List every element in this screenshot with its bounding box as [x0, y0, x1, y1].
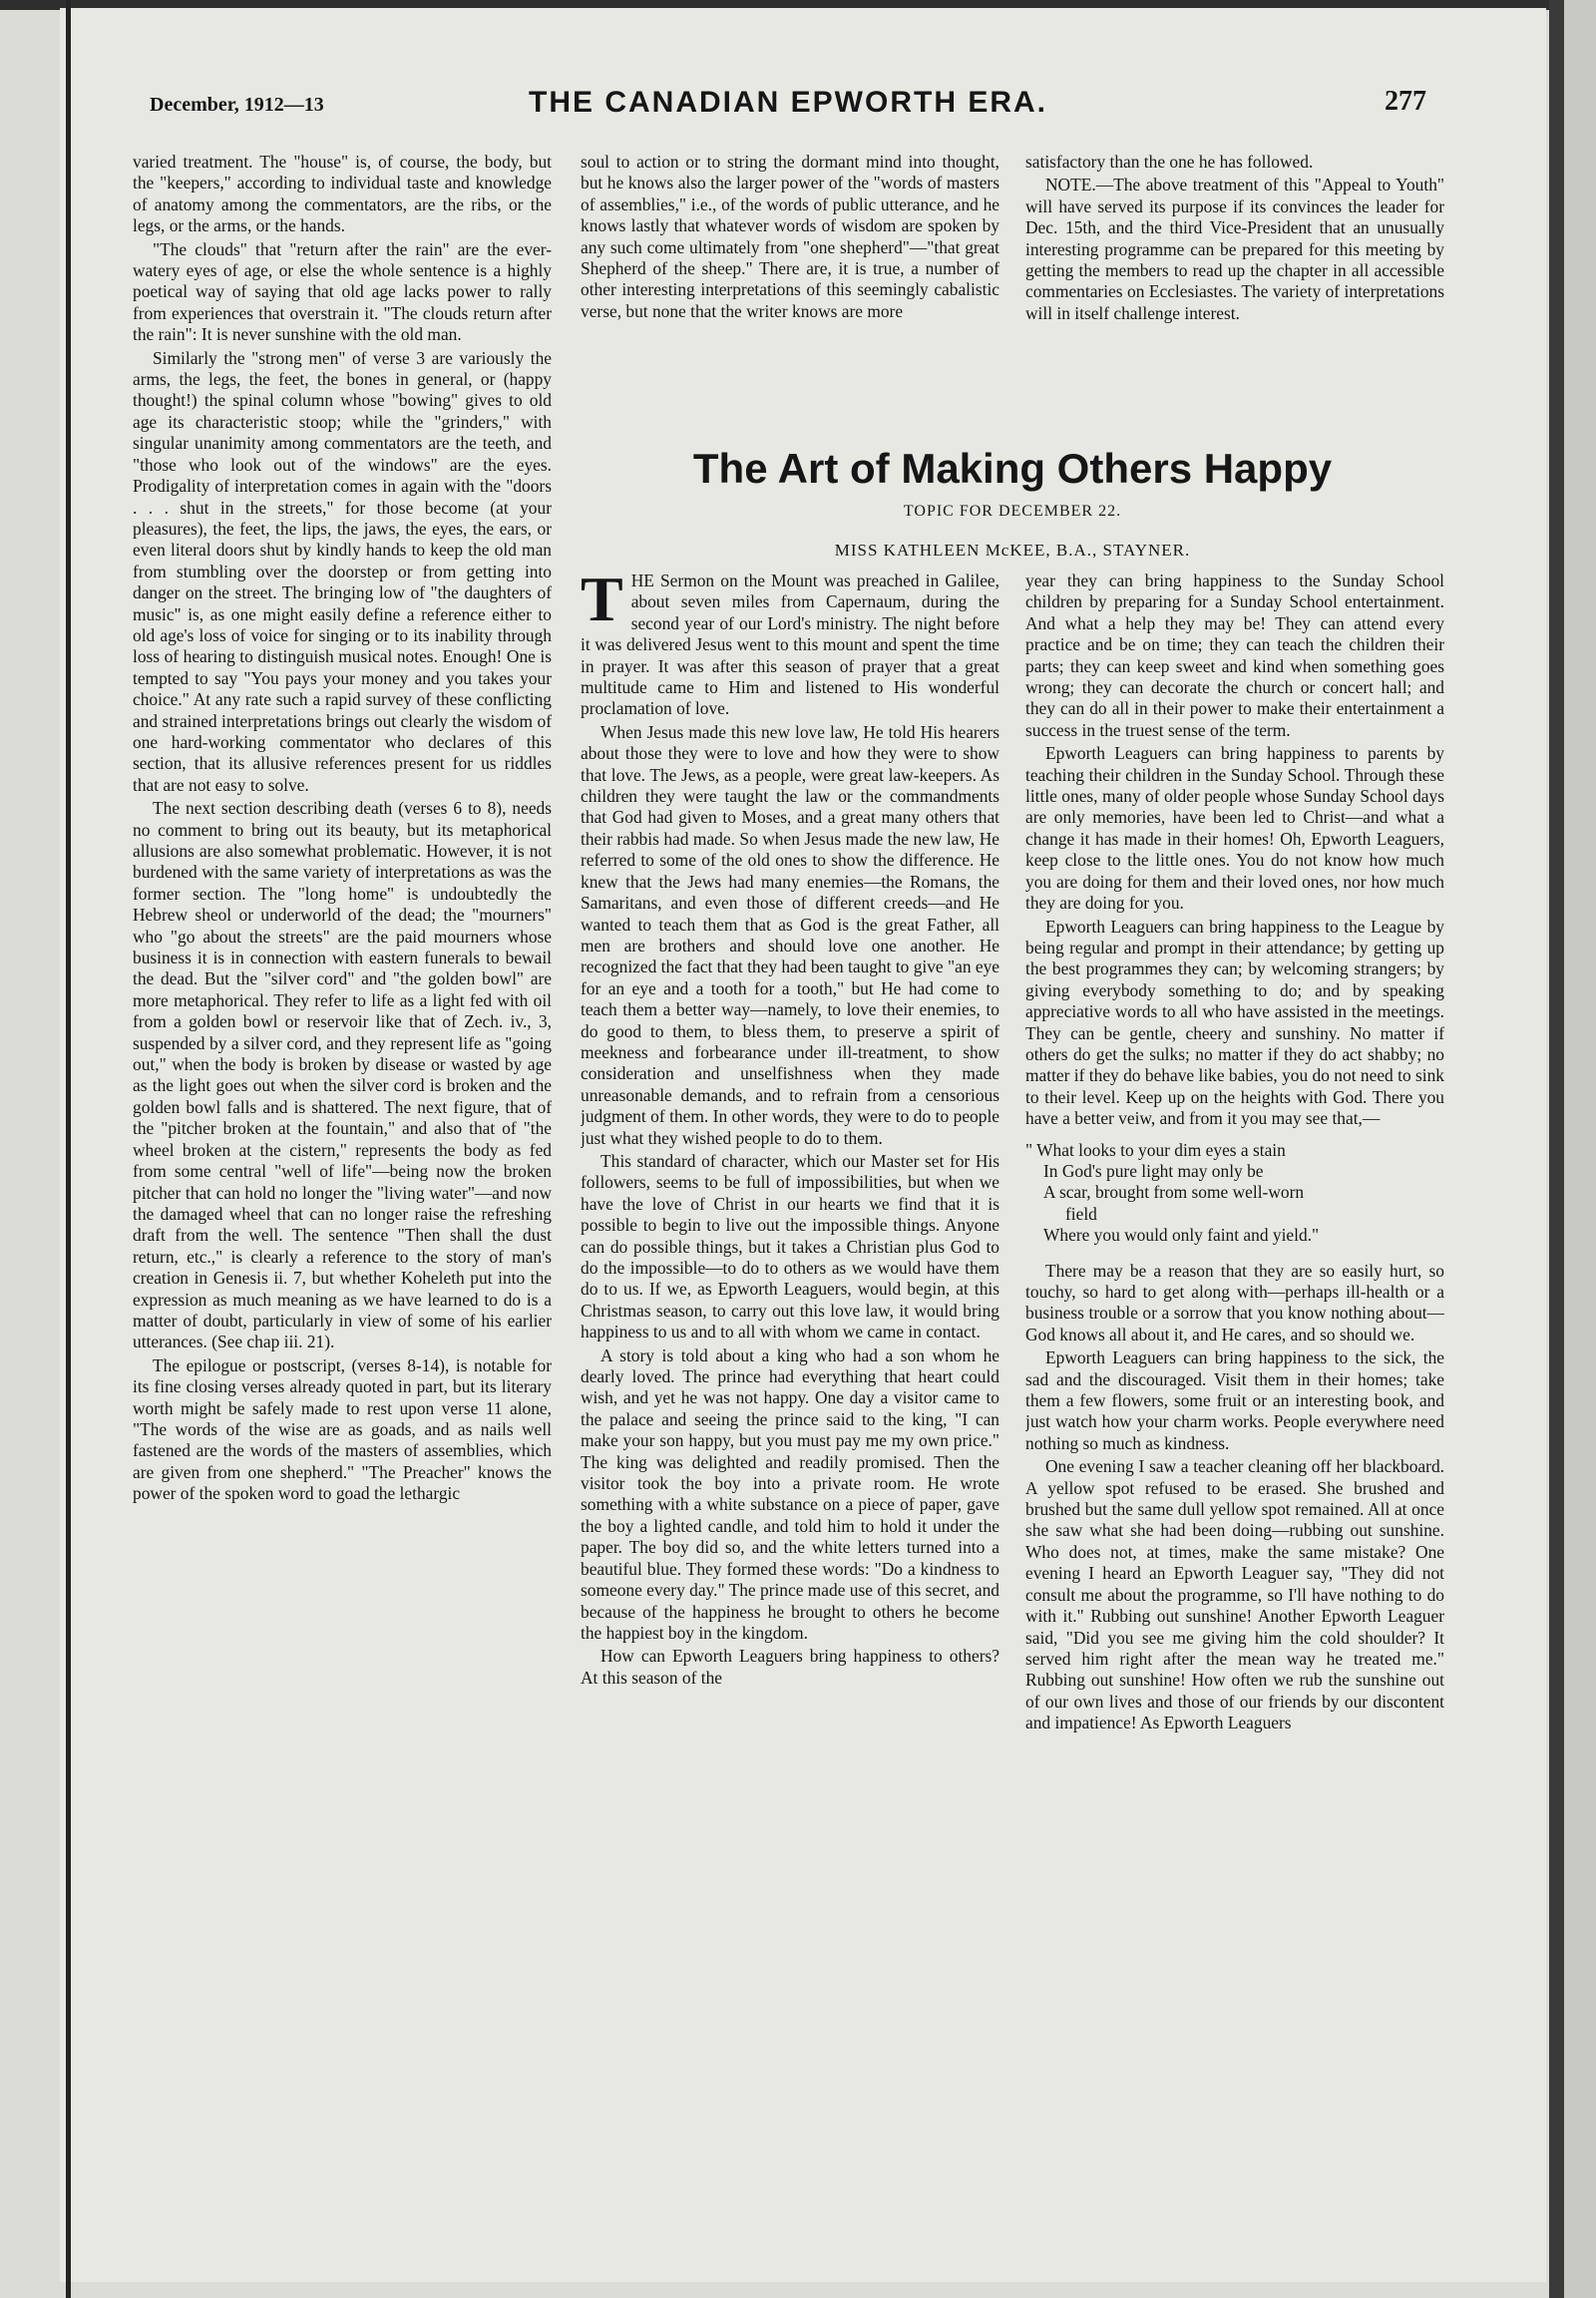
opening-text: HE Sermon on the Mount was preached in Galilee, about seven miles from Capernaum, during the second year of our Lord's ministry. The night before it was delivered Jesus went to this mount and spent the time in prayer. It was after this season of prayer that a great multitude came to Him and listened to His wonderful proclamation of love. — [581, 571, 999, 719]
paragraph: How can Epworth Leaguers bring happiness to others? At this season of the — [581, 1646, 999, 1688]
drop-cap: T — [581, 571, 623, 634]
paragraph: satisfactory than the one he has followed. — [1025, 152, 1314, 172]
poem-line: field — [1065, 1203, 1097, 1224]
gutter-rule — [66, 0, 71, 2298]
paragraph: Epworth Leaguers can bring happiness to parents by teaching their children in the Sunday School. Through these little ones, many of older people whose Sunday School days are only memories, have been led to Christ—and what a change it has made in their homes! Oh, Epworth Leaguers, keep close to the little ones. You do not know how much you are doing for them and their loved ones, nor how much they are doing for you. — [1025, 743, 1444, 914]
article-author: MISS KATHLEEN McKEE, B.A., STAYNER. — [834, 541, 1191, 560]
paragraph: One evening I saw a teacher cleaning off her blackboard. A yellow spot refused to be erased. She brushed and brushed but the same dull yellow spot remained. All at once she saw what she had been doing—rubbing out sunshine. Who does not, at times, make the same mistake? One evening I heard an Epworth Leaguer say, "They did not consult me about the programme, so I'll have nothing to do with it." Rubbing out sunshine! Another Epworth Leaguer said, "Did you see me giving him the cold shoulder? It served him right after the mean way he treated me." Rubbing out sunshine! How often we rub the sunshine out of our own lives and those of our friends by our discontent and impatience! As Epworth Leaguers — [1025, 1456, 1444, 1733]
poem-line: " What looks to your dim eyes a stain — [1025, 1139, 1286, 1160]
issue-date: December, 1912—13 — [150, 94, 324, 116]
opening-paragraph — [581, 571, 999, 720]
column-2-top — [581, 152, 999, 401]
paragraph: "The clouds" that "return after the rain" are the ever-watery eyes of age, or else the whole sentence is a highly poetical way of saying that old age lacks power to rally from experiences that overstrain it. "The clouds return after the rain": It is never sunshine with the old man. — [133, 238, 552, 345]
running-header — [150, 86, 1426, 126]
column-3-top — [1025, 152, 1444, 401]
paragraph: When Jesus made this new love law, He told His hearers about those they were to love and how they were to show that love. The Jews, as a people, were great law-keepers. As children they were taught the law or the commandments that God had given to Moses, and a great many others that their rabbis had made. So when Jesus made the new law, He referred to some of the old ones to show the difference. He knew that the Jews had many enemies—the Romans, the Samaritans, and even those of different creeds—and He wanted to teach them that as God is the great Father, all men are brothers and should love one another. He recognized the fact that they had been taught to give "an eye for an eye and a tooth for a tooth," but He had come to teach them a better way—namely, to love their enemies, to do good to them, to bless them, to preserve a spirit of meekness and forbearance under ill-treatment, to show consideration and unselfishness when they made unreasonable demands, and to refrain from a censorious judgment of them. In other words, they were to do to people just what they wished people to do to them. — [581, 721, 999, 1148]
column-1 — [133, 152, 552, 2276]
paragraph: Epworth Leaguers can bring happiness to the sick, the sad and the discouraged. Visit them in their homes; take them a few flowers, some fruit or an interesting book, and just watch how your charm works. People everywhere need nothing so much as kindness. — [1025, 1347, 1444, 1453]
right-page-margin — [1564, 0, 1596, 2298]
note-paragraph: NOTE.—The above treatment of this "Appeal to Youth" will have served its purpose if its convinces the leader for Dec. 15th, and the third Vice-President that an unusually interesting programme can be prepared for this meeting by getting the members to read up the chapter in all accessible commentaries on Ecclesiastes. The variety of interpretations will in itself challenge interest. — [1025, 175, 1444, 323]
paragraph: The epilogue or postscript, (verses 8-14), is notable for its fine closing verses already quoted in part, but its literary worth might be safely made to rest upon verse 11 alone, "The words of the wise are as goads, and as nails well fastened are the words of the masters of assemblies, which are given from one shepherd." "The Preacher" knows the power of the spoken word to goad the lethargic — [133, 1354, 552, 1504]
article-topic: TOPIC FOR DECEMBER 22. — [903, 503, 1122, 520]
poem-line: In God's pure light may only be — [1043, 1160, 1264, 1181]
magazine-title: THE CANADIAN EPWORTH ERA. — [529, 86, 1047, 119]
article-title: The Art of Making Others Happy — [692, 445, 1333, 492]
paragraph: There may be a reason that they are so easily hurt, so touchy, so hard to get along with—perhaps ill-health or a business trouble or a sorrow that you know nothing about—God knows all about it, and He cares, and so should we. — [1025, 1260, 1444, 1344]
paragraph: A story is told about a king who had a son whom he dearly loved. The prince had everything that heart could wish, and yet he was not happy. One day a visitor came to the palace and seeing the prince said to the king, "I can make your son happy, but you must pay me my own price." The king was delighted and readily promised. Then the visitor took the boy into a private room. He wrote something with a white substance on a piece of paper, gave the boy a lighted candle, and told him to hold it under the paper. The boy did so, and the white letters turned into a beautiful blue. They formed these words: "Do a kindness to someone every day." The prince made use of this secret, and because of the happiness he brought to others he become the happiest boy in the kingdom. — [581, 1344, 999, 1643]
column-3 — [1025, 571, 1444, 2286]
poem-line: Where you would only faint and yield." — [1043, 1225, 1320, 1246]
paragraph: The next section describing death (verses 6 to 8), needs no comment to bring out its beauty, but its metaphorical allusions are also somewhat problematic. However, it is not burdened with the same variety of interpretations as was the former section. The "long home" is undoubtedly the Hebrew sheol or underworld of the dead; the "mourners" who "go about the streets" are the paid mourners whose business it is in connection with eastern funerals to bewail the dead. But the "silver cord" and "the golden bowl" are more metaphorical. They refer to life as a light fed with oil from a golden bowl or reservoir like that of Zech. iv., 3, suspended by a silver cord, and they represent life as "going out," when the body is broken by disease or wasted by age as the light goes out when the silver cord is broken and the golden bowl falls and is shattered. The next figure, that of the "pitcher broken at the fountain," and also that of "the wheel broken at the cistern," represents the body as fed from some central "well of life"—being now the broken pitcher that can hold no longer the "living water"—and now the damaged wheel that can no longer raise the refreshing draft from the well. The sentence "Then shall the dust return, etc.," is clearly a reference to the story of man's creation in Genesis ii. 7, but whether Koheleth put into the expression as much meaning as we have learned to do is a matter of doubt, particularly in view of some of his earlier utterances. (See chap iii. 21). — [133, 798, 552, 1352]
poem-line: A scar, brought from some well-worn — [1043, 1182, 1305, 1203]
paragraph: varied treatment. The "house" is, of course, the body, but the "keepers," according to individual taste and knowledge of anatomy among the commentators, are the ribs, or the legs, or the arms, or the hands. — [133, 152, 552, 236]
paragraph: soul to action or to string the dormant mind into thought, but he knows also the larger power of the "words of masters of assemblies," i.e., of the words of public utterance, and he knows lastly that whatever words of wisdom are spoken by any such come ultimately from "one shepherd"—"that great Shepherd of the sheep." There are, it is true, a number of other interesting interpretations of this seemingly cabalistic verse, but none that the writer knows are more — [581, 152, 999, 321]
paragraph: year they can bring happiness to the Sunday School children by preparing for a Sunday School entertainment. And what a help they may be! They can attend every practice and be on time; they can teach the children their parts; they can keep sweet and kind when something goes wrong; they can decorate the church or concert hall; and they can do all in their power to make their entertainment a success in the truest sense of the term. — [1025, 571, 1444, 740]
paragraph: Similarly the "strong men" of verse 3 are variously the arms, the legs, the feet, the bones in general, or (happy thought!) the spinal column whose "bowing" gives to old age its characteristic stoop; while the "grinders," with singular unanimity among commentators are the teeth, and "those who look out of the windows" are the eyes. Prodigality of interpretation comes in again with the "doors . . . shut in the streets," for those become (at your pleasures), the feet, the lips, the jaws, the eyes, the ears, or even literal doors shut by kindly hands to keep the old man from stumbling over the doorstep or from getting into danger on the street. The bringing low of "the daughters of music" is, as one might easily define a reference either to old age's loss of voice for singing or to its inability through loss of hearing to distinguish musical notes. Enough! One is tempted to say "You pays your money and you takes your choice." At any rate such a rapid survey of these conflicting and strained interpretations brings out clearly the wisdom of one hard-working commentator who declares of this section, that its allusive references present for us riddles that are not easy to solve. — [133, 347, 552, 795]
page-number: 277 — [1385, 86, 1426, 117]
paragraph: This standard of character, which our Master set for His followers, seems to be full of impossibilities, but when we have the love of Christ in our hearts we find that it is possible to begin to live out the impossible things. Anyone can do possible things, but it takes a Christian plus God to do the impossible—to do to others as we would have them do to us. If we, as Epworth Leaguers, would begin, at this Christmas season, to carry out this love law, it would bring happiness to us and to all with whom we came in contact. — [581, 1150, 999, 1342]
poem-quote — [1025, 1140, 1444, 1247]
column-2 — [581, 571, 999, 2286]
paragraph: Epworth Leaguers can bring happiness to the League by being regular and prompt in their attendance; by getting up the best programmes they can; by welcoming strangers; by giving everybody something to do; and by speaking appreciative words to all who have assisted in the meetings. They can be gentle, cheery and sunshiny. No matter if others do get the sulks; no matter if they do act shabby; no matter if they do behave like babies, you do not need to sink to their level. Keep up on the heights with God. There you have a better veiw, and from it you may see that,— — [1025, 916, 1444, 1129]
